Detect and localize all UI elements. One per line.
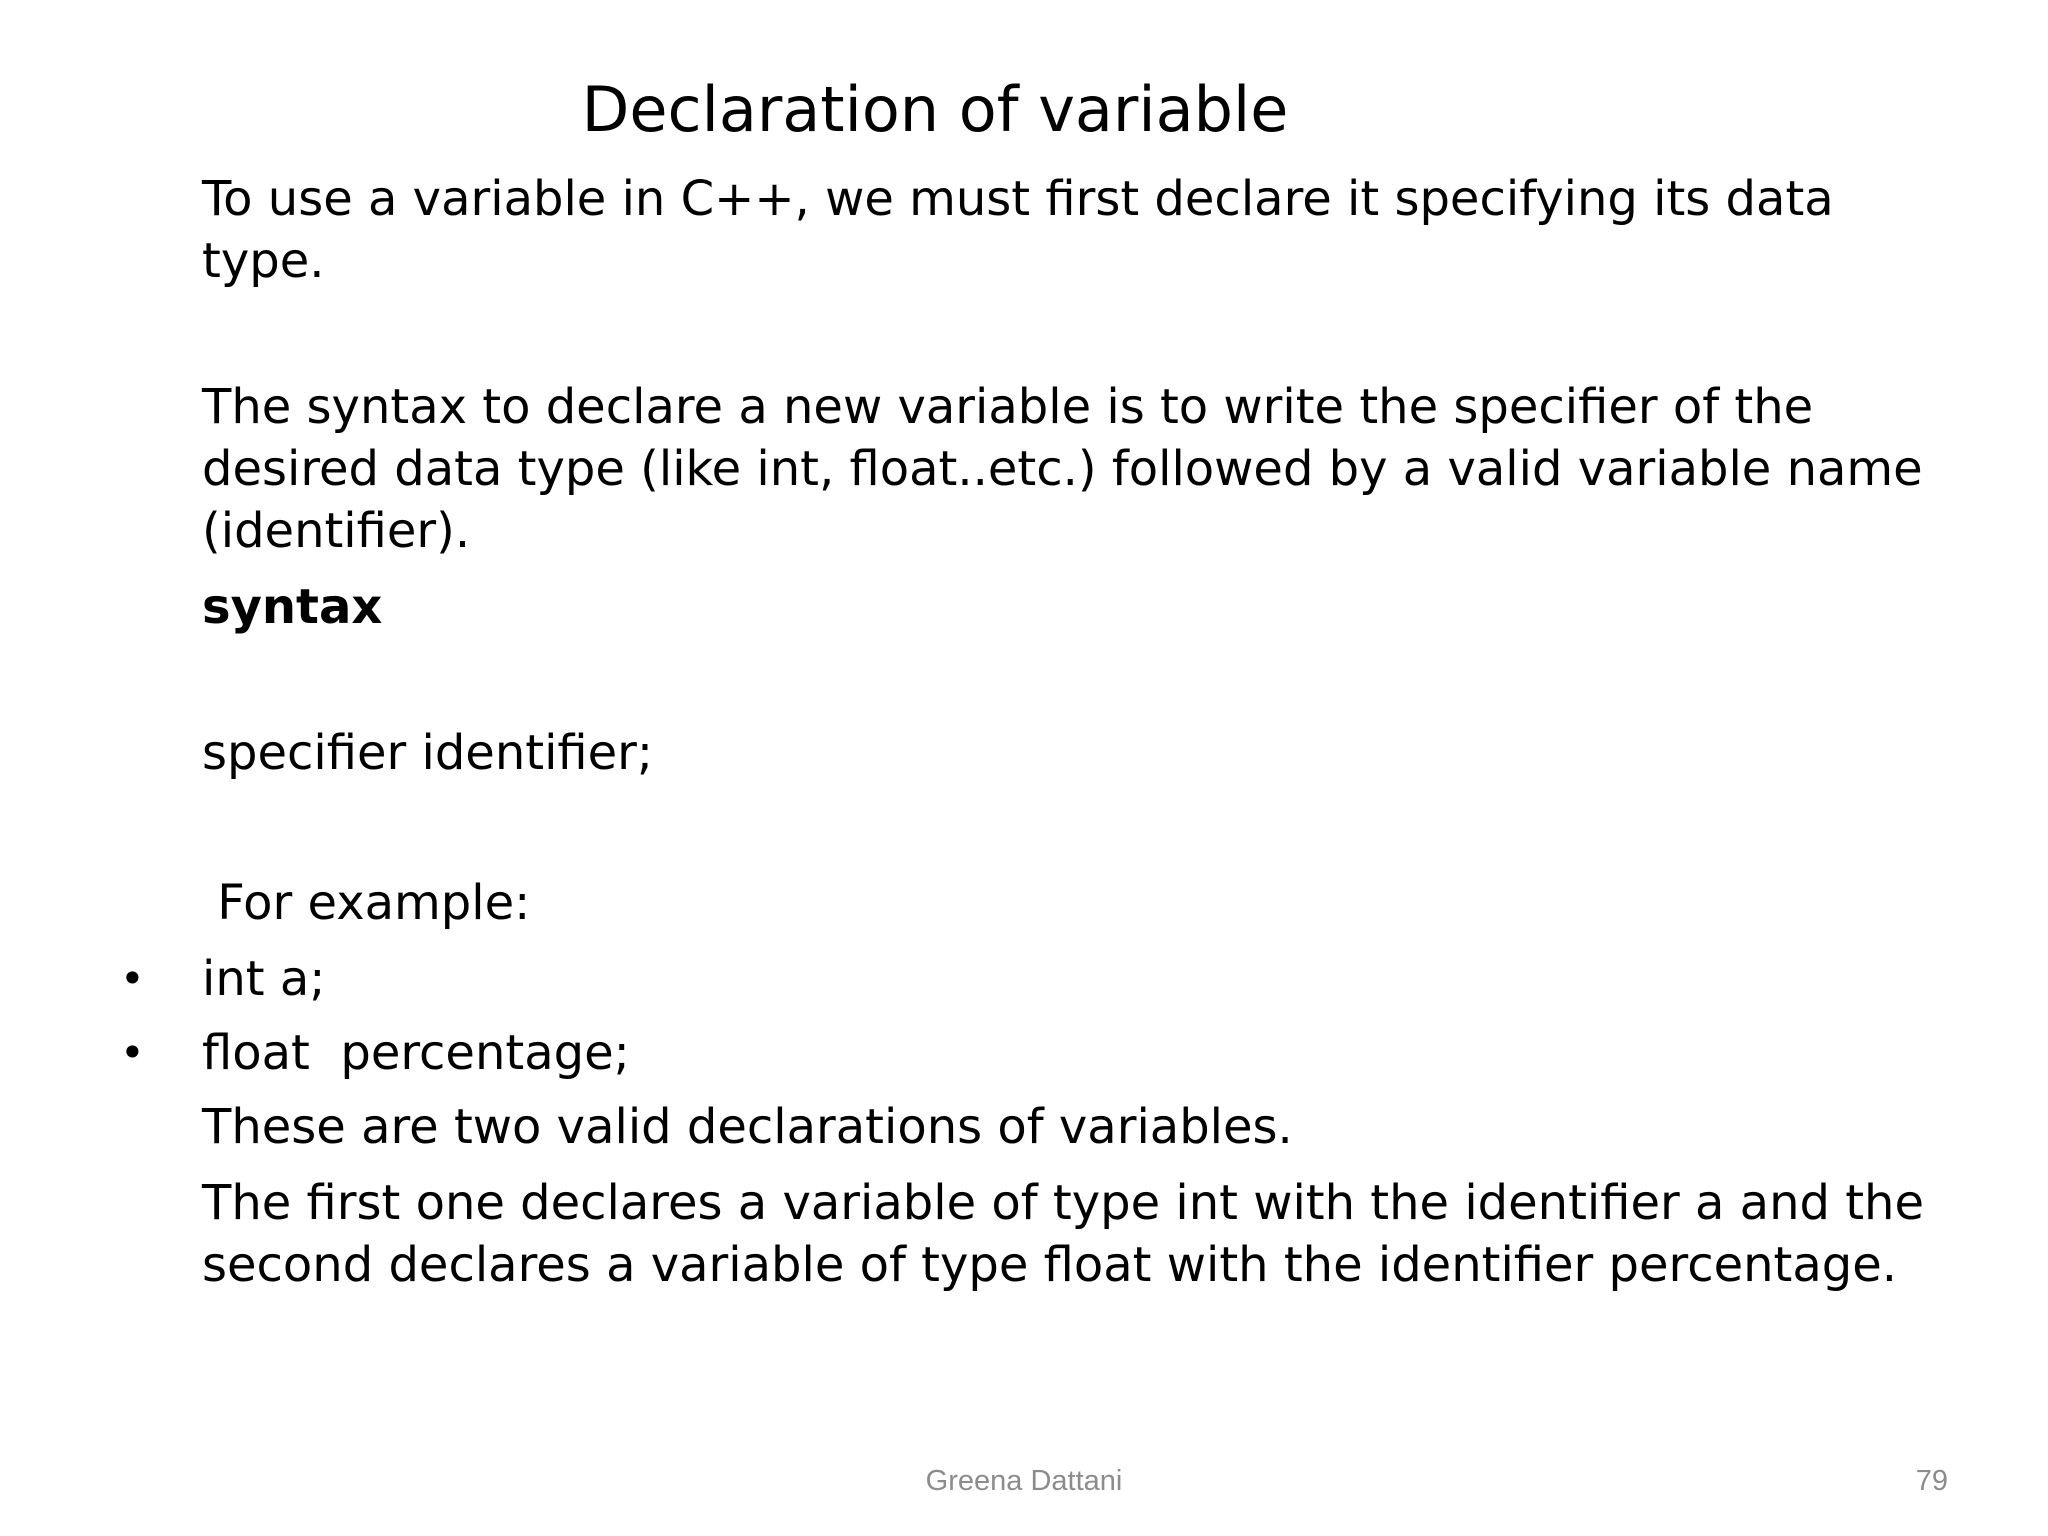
explanation-paragraph: The first one declares a variable of type int with the identifier a and the second declares a variable of type float with the identifier percentage. xyxy=(202,1175,1924,1293)
page-number: 79 xyxy=(1915,1465,1948,1497)
intro-paragraph: To use a variable in C++, we must first declare it specifying its data type. xyxy=(202,171,1834,289)
bullet-icon: • xyxy=(120,954,145,1003)
bullet-icon: • xyxy=(120,1028,145,1077)
footer-author: Greena Dattani xyxy=(925,1465,1123,1497)
syntax-explanation-paragraph: The syntax to declare a new variable is to write the specifier of the desired data type (like int, float..etc.) followed by a valid variable name (identifier). xyxy=(202,379,1923,559)
syntax-form: specifier identifier; xyxy=(202,725,654,781)
syntax-label: syntax xyxy=(202,579,383,635)
example-label: For example: xyxy=(202,875,531,931)
slide-title: Declaration of variable xyxy=(581,73,1289,146)
example-item-1: int a; xyxy=(202,951,326,1007)
example-item-2: float percentage; xyxy=(202,1025,630,1081)
validity-statement: These are two valid declarations of variables. xyxy=(202,1099,1293,1155)
